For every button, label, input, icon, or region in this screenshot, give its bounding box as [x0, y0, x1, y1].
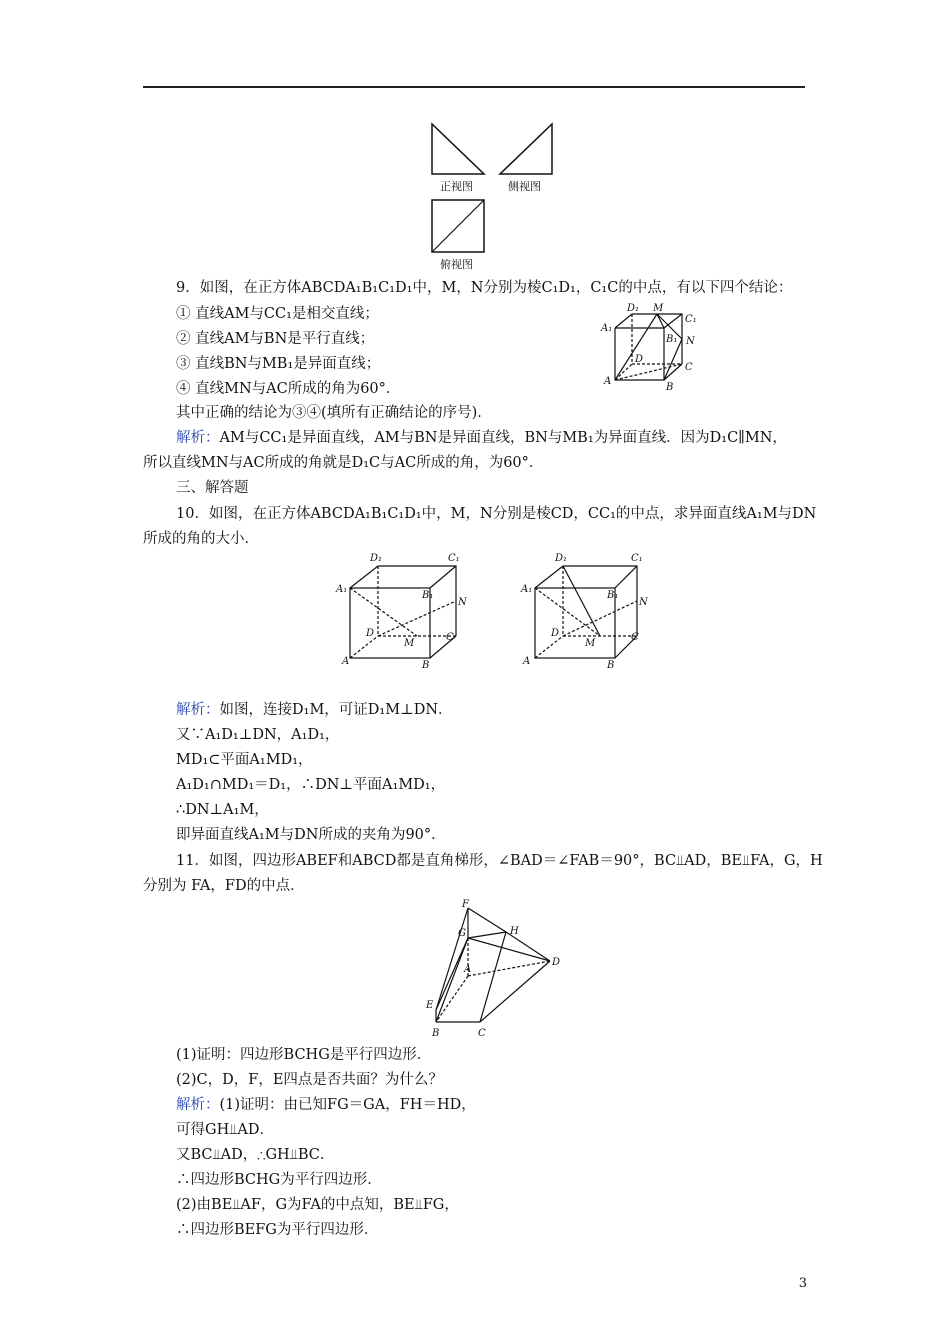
q10b-label-a: A [523, 656, 531, 667]
page-number: 3 [798, 1276, 807, 1291]
q9-conclusion-4: ④ 直线MN与AC所成的角为60°． [176, 381, 401, 397]
top-view-caption: 俯视图 [440, 258, 473, 271]
q10b-label-a1: A₁ [521, 584, 533, 595]
q9-stem: 9．如图，在正方体ABCDA₁B₁C₁D₁中，M，N分别为棱C₁D₁，C₁C的中点，有以下四个结论： [176, 280, 793, 296]
q10b-label-b1: B₁ [607, 590, 619, 601]
q10a-label-m: M [404, 638, 415, 649]
q10b-label-n: N [639, 597, 648, 608]
q10-analysis-2: 又∵A₁D₁⊥DN，A₁D₁， [176, 727, 340, 743]
q10b-label-b: B [607, 660, 615, 671]
q11-part-2: (2)C，D，F，E四点是否共面？为什么？ [176, 1072, 443, 1088]
q9-answer: 其中正确的结论为③④(填所有正确结论的序号)． [176, 405, 492, 421]
q10a-label-c1: C₁ [448, 553, 460, 564]
q11-solution-6: ∴四边形BEFG为平行四边形． [176, 1222, 379, 1238]
q11-label-g: G [458, 928, 466, 939]
three-views-figure [420, 118, 570, 271]
q11-solution-1: 解析：(1)证明：由已知FG＝GA，FH＝HD， [176, 1097, 476, 1113]
q10b-label-d: D [551, 628, 560, 639]
q11-part-1: (1)证明：四边形BCHG是平行四边形． [176, 1047, 432, 1063]
q9-label-m: M [653, 303, 664, 314]
side-view-caption: 侧视图 [508, 180, 541, 193]
q9-analysis-2: 所以直线MN与AC所成的角就是D₁C与AC所成的角，为60°． [143, 455, 544, 471]
q10-cube-figure-2 [519, 548, 649, 672]
q11-solid-figure [422, 898, 572, 1040]
q11-label-h: H [510, 926, 519, 937]
q9-label-a: A [604, 376, 612, 387]
q9-label-b1: B₁ [666, 334, 678, 345]
q10-analysis-5: ∴DN⊥A₁M， [176, 802, 269, 818]
q10a-label-b: B [422, 660, 430, 671]
analysis-label: 解析： [176, 702, 220, 718]
section-heading: 三、解答题 [176, 480, 249, 496]
q9-conclusion-1: ① 直线AM与CC₁是相交直线； [176, 306, 379, 322]
q11-stem-1: 11．如图，四边形ABEF和ABCD都是直角梯形，∠BAD＝∠FAB＝90°，BC⫫AD，BE⫫FA，G，H [176, 853, 823, 869]
q9-analysis-1: 解析：AM与CC₁是异面直线，AM与BN是异面直线，BN与MB₁为异面直线．因为D₁C∥MN， [176, 430, 787, 446]
q10-analysis-1: 解析：如图，连接D₁M，可证D₁M⊥DN． [176, 702, 453, 718]
q11-solution-4: ∴四边形BCHG为平行四边形． [176, 1172, 382, 1188]
q11-solution-3: 又BC⫫AD，∴GH⫫BC． [176, 1147, 335, 1163]
q11-solution-5: (2)由BE⫫AF，G为FA的中点知，BE⫫FG， [176, 1197, 459, 1213]
q10a-label-n: N [458, 597, 467, 608]
q10a-label-a: A [342, 656, 350, 667]
q11-stem-2: 分别为 FA，FD的中点． [143, 878, 305, 894]
q9-label-d1: D₁ [627, 303, 640, 314]
q10b-label-c: C [631, 632, 639, 643]
q10-stem-1: 10．如图，在正方体ABCDA₁B₁C₁D₁中，M，N分别是棱CD，CC₁的中点，求异面直线A₁M与DN [176, 506, 817, 522]
q10-analysis-6: 即异面直线A₁M与DN所成的夹角为90°． [176, 827, 446, 843]
q11-label-c: C [478, 1028, 486, 1039]
front-view-triangle [432, 124, 484, 174]
q11-solution-2: 可得GH⫫AD． [176, 1122, 274, 1138]
q10a-label-d1: D₁ [370, 553, 383, 564]
q9-cube-figure [598, 300, 708, 392]
q9-label-c1: C₁ [685, 314, 697, 325]
q9-label-n: N [686, 336, 695, 347]
q10b-label-d1: D₁ [555, 553, 568, 564]
q11-label-d: D [552, 957, 561, 968]
q11-label-b: B [432, 1028, 440, 1039]
q9-label-d: D [635, 354, 644, 365]
q10a-label-d: D [366, 628, 375, 639]
q10a-label-c: C [446, 632, 454, 643]
q9-label-c: C [685, 362, 693, 373]
front-view-caption: 正视图 [440, 180, 473, 193]
q9-conclusion-3: ③ 直线BN与MB₁是异面直线； [176, 356, 381, 372]
q10-analysis-3: MD₁⊂平面A₁MD₁， [176, 752, 313, 768]
header-rule [143, 86, 805, 88]
q10a-label-a1: A₁ [336, 584, 348, 595]
q9-conclusion-2: ② 直线AM与BN是平行直线； [176, 331, 375, 347]
q11-label-e: E [426, 1000, 434, 1011]
q11-label-f: F [462, 899, 469, 910]
q10a-label-b1: B₁ [422, 590, 434, 601]
top-view-diagonal [432, 200, 484, 252]
q10-stem-2: 所成的角的大小． [143, 531, 259, 547]
q10-analysis-4: A₁D₁∩MD₁＝D₁，∴DN⊥平面A₁MD₁， [176, 777, 446, 793]
q11-label-a: A [464, 964, 472, 975]
analysis-label: 解析： [176, 430, 220, 446]
analysis-label: 解析： [176, 1097, 220, 1113]
q10b-label-c1: C₁ [631, 553, 643, 564]
q10-cube-figure-1 [336, 548, 466, 672]
side-view-triangle [500, 124, 552, 174]
q9-label-b: B [666, 382, 674, 393]
q10b-label-m: M [585, 638, 596, 649]
q9-label-a1: A₁ [601, 323, 613, 334]
